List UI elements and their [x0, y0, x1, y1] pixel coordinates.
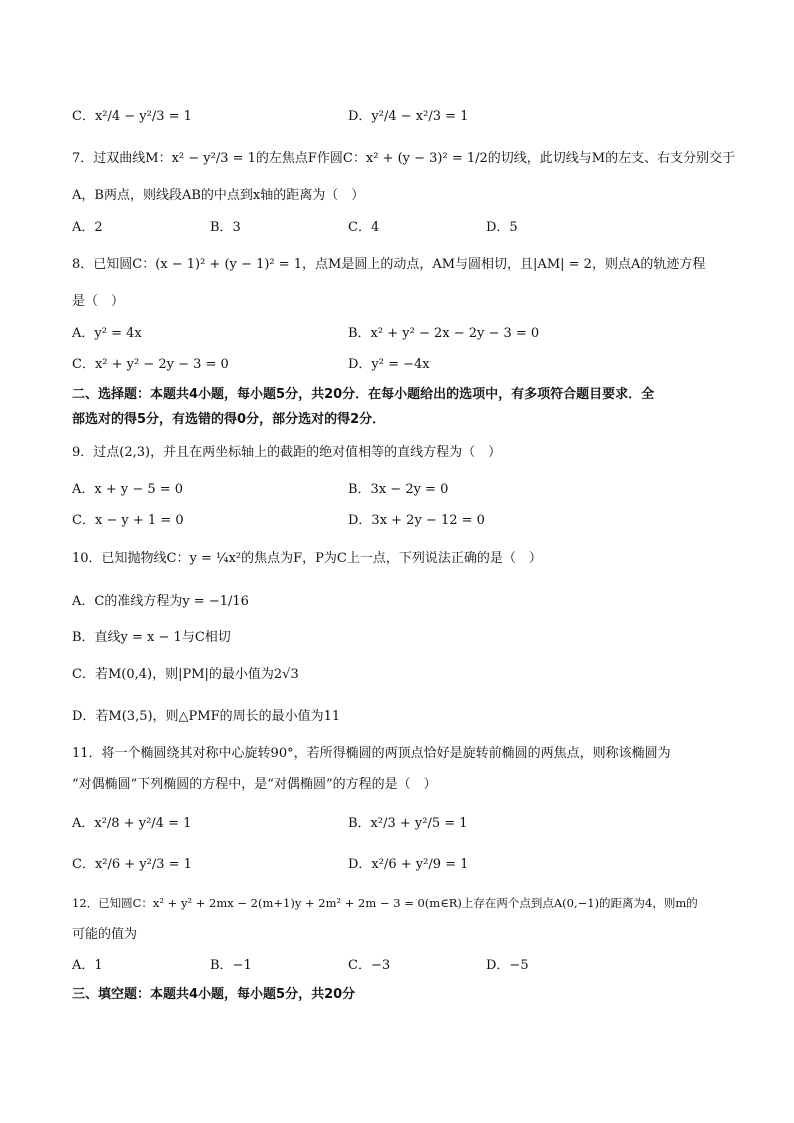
q9-option-b: B．3x − 2y = 0 — [348, 482, 449, 497]
q12-stem-line1: 12．已知圆C：x² + y² + 2mx − 2(m+1)y + 2m² + 2m − 3 = 0(m∈R)上存在两个点到点A(0,−1)的距离为4，则m的 — [72, 896, 698, 910]
q9-stem: 9．过点(2,3)，并且在两坐标轴上的截距的绝对值相等的直线方程为（ ） — [72, 445, 502, 460]
q12-option-a: A．1 — [72, 958, 103, 973]
q10-option-d: D．若M(3,5)，则△PMF的周长的最小值为11 — [72, 709, 341, 724]
q9-option-c: C．x − y + 1 = 0 — [72, 513, 184, 528]
q10-stem: 10．已知抛物线C：y = ¼x²的焦点为F，P为C上一点，下列说法正确的是（ ） — [72, 551, 542, 566]
q11-option-a: A．x²/8 + y²/4 = 1 — [72, 816, 192, 831]
q11-stem-line2: “对偶椭圆”下列椭圆的方程中，是“对偶椭圆”的方程的是（ ） — [72, 777, 437, 792]
q8-option-c: C．x² + y² − 2y − 3 = 0 — [72, 357, 229, 372]
section2-heading-line2: 部选对的得5分，有选错的得0分，部分选对的得2分． — [72, 412, 386, 427]
q9-option-a: A．x + y − 5 = 0 — [72, 482, 184, 497]
q6-option-d: D．y²/4 − x²/3 = 1 — [348, 109, 469, 124]
q12-option-c: C．−3 — [348, 958, 391, 973]
q7-stem-line1: 7．过双曲线M：x² − y²/3 = 1的左焦点F作圆C：x² + (y − 3)² = 1/2的切线，此切线与M的左支、右支分别交于 — [72, 151, 736, 166]
q7-option-b: B．3 — [210, 220, 241, 235]
q10-option-a: A．C的准线方程为y = −1/16 — [72, 594, 249, 609]
q11-stem-line1: 11．将一个椭圆绕其对称中心旋转90°，若所得椭圆的两顶点恰好是旋转前椭圆的两焦点，则称该椭圆为 — [72, 746, 671, 761]
q12-option-d: D．−5 — [486, 958, 529, 973]
q12-stem-line2: 可能的值为 — [72, 927, 138, 942]
q12-option-b: B．−1 — [210, 958, 252, 973]
q7-option-c: C．4 — [348, 220, 380, 235]
section3-heading: 三、填空题：本题共4小题，每小题5分，共20分 — [72, 987, 356, 1002]
q7-option-a: A．2 — [72, 220, 103, 235]
q11-option-b: B．x²/3 + y²/5 = 1 — [348, 816, 468, 831]
q7-option-d: D．5 — [486, 220, 518, 235]
q10-option-c: C．若M(0,4)，则|PM|的最小值为2√3 — [72, 667, 299, 682]
q8-stem-line2: 是（ ） — [72, 294, 125, 309]
q8-stem-line1: 8．已知圆C：(x − 1)² + (y − 1)² = 1，点M是圆上的动点，AM与圆相切，且|AM| = 2，则点A的轨迹方程 — [72, 257, 706, 272]
q8-option-d: D．y² = −4x — [348, 357, 430, 372]
section2-heading-line1: 二、选择题：本题共4小题，每小题5分，共20分．在每小题给出的选项中，有多项符合题目要求．全 — [72, 387, 655, 402]
q7-stem-line2: A，B两点，则线段AB的中点到x轴的距离为（ ） — [72, 188, 365, 203]
q11-option-c: C．x²/6 + y²/3 = 1 — [72, 857, 192, 872]
q8-option-a: A．y² = 4x — [72, 326, 142, 341]
q10-option-b: B．直线y = x − 1与C相切 — [72, 630, 231, 645]
q11-option-d: D．x²/6 + y²/9 = 1 — [348, 857, 469, 872]
q8-option-b: B．x² + y² − 2x − 2y − 3 = 0 — [348, 326, 540, 341]
q6-option-c: C．x²/4 − y²/3 = 1 — [72, 109, 192, 124]
q9-option-d: D．3x + 2y − 12 = 0 — [348, 513, 485, 528]
